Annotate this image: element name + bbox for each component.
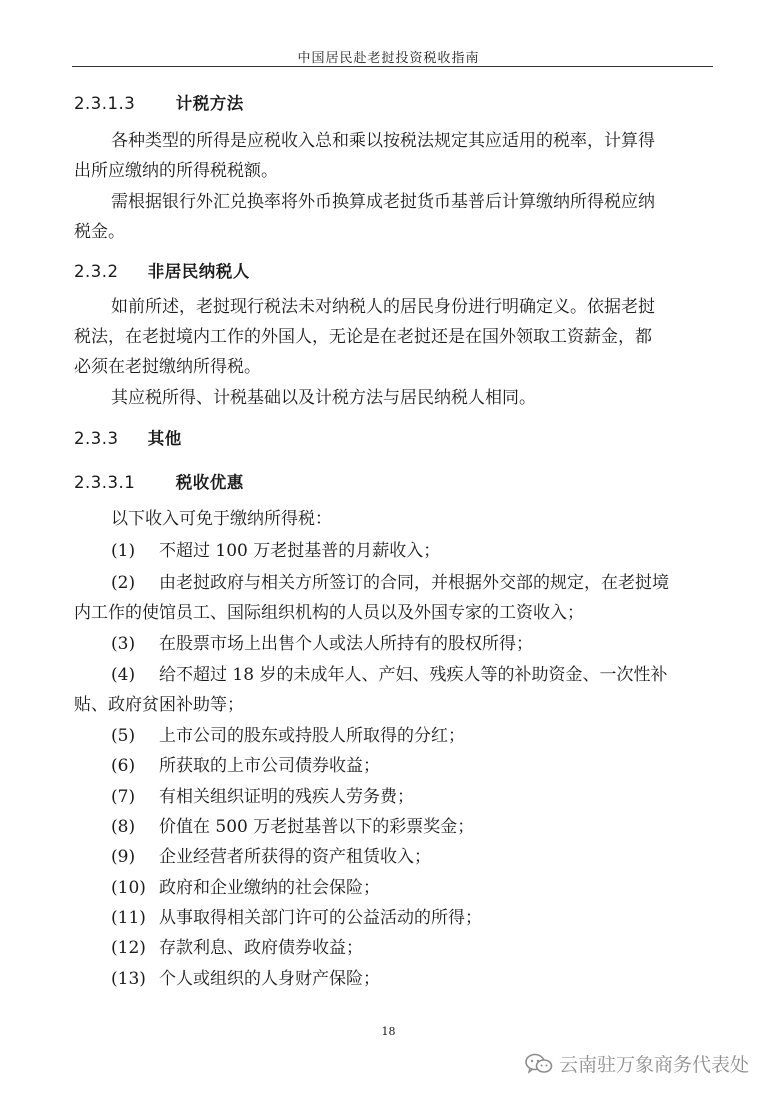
list-item-number: (11) [111,908,146,928]
header-rule [72,66,713,67]
section-title: 计税方法 [175,94,244,113]
section-number: 2.3.2 [74,262,119,281]
paragraph-line: 其应税所得、计税基础以及计税方法与居民纳税人相同。 [111,388,536,408]
list-item [111,877,380,899]
list-item [111,968,380,990]
list-item [111,664,667,686]
section-number: 2.3.1.3 [74,94,136,113]
list-item-text: 价值在 500 万老挝基普以下的彩票奖金； [159,817,475,837]
list-item [111,907,482,929]
paragraph-line: 必须在老挝缴纳所得税。 [74,357,261,377]
list-item [111,633,533,655]
section-number: 2.3.3 [74,429,119,448]
list-item [111,786,414,808]
list-item [111,846,431,868]
list-intro: 以下收入可免于缴纳所得税： [111,509,332,529]
section-number: 2.3.3.1 [74,473,136,492]
paragraph-line: 各种类型的所得是应税收入总和乘以按税法规定其应适用的税率，计算得 [111,131,655,151]
section-heading-2-3-1-3 [74,93,244,115]
list-item-text: 有相关组织证明的残疾人劳务费； [159,787,414,807]
list-item [111,540,440,562]
page-number: 18 [381,1025,396,1038]
list-item-text: 企业经营者所获得的资产租赁收入； [159,847,431,867]
list-item-number: (4) [111,665,136,685]
watermark [525,1050,749,1077]
list-item-text: 政府和企业缴纳的社会保险； [159,878,380,898]
list-item-text: 上市公司的股东或持股人所取得的分红； [159,726,465,746]
page-header-title: 中国居民赴老挝投资税收指南 [297,51,480,66]
list-item-number: (1) [111,541,136,561]
list-item-continuation: 内工作的使馆员工、国际组织机构的人员以及外国专家的工资收入； [74,603,584,623]
list-item-number: (3) [111,634,136,654]
paragraph-line: 税法，在老挝境内工作的外国人，无论是在老挝还是在国外领取工资薪金，都 [74,327,652,347]
wechat-icon [525,1053,553,1075]
section-title: 非居民纳税人 [147,262,250,281]
list-item-number: (2) [111,573,136,593]
list-item-text: 给不超过 18 岁的未成年人、产妇、残疾人等的补助资金、一次性补 [159,665,668,685]
paragraph-line: 如前所述，老挝现行税法未对纳税人的居民身份进行明确定义。依据老挝 [111,297,655,317]
list-item-number: (5) [111,726,136,746]
section-title: 税收优惠 [175,473,244,492]
list-item-text: 由老挝政府与相关方所签订的合同，并根据外交部的规定，在老挝境 [159,573,669,593]
paragraph-line: 出所应缴纳的所得税税额。 [74,161,278,181]
paragraph-line: 税金。 [74,222,125,242]
section-heading-2-3-3 [74,428,182,450]
list-item-number: (6) [111,756,136,776]
list-item-number: (9) [111,847,136,867]
list-item-text: 不超过 100 万老挝基普的月薪收入； [159,541,441,561]
list-item [111,816,474,838]
list-item-number: (12) [111,938,146,958]
list-item-number: (7) [111,787,136,807]
list-item-text: 所获取的上市公司债券收益； [159,756,380,776]
paragraph-line: 需根据银行外汇兑换率将外币换算成老挝货币基普后计算缴纳所得税应纳 [111,192,655,212]
list-item-number: (8) [111,817,136,837]
list-item-text: 在股票市场上出售个人或法人所持有的股权所得； [159,634,533,654]
section-heading-2-3-2 [74,261,250,283]
list-item-text: 个人或组织的人身财产保险； [159,969,380,989]
section-heading-2-3-3-1 [74,472,244,494]
list-item [111,572,669,594]
list-item [111,755,380,777]
list-item-continuation: 贴、政府贫困补助等； [74,695,244,715]
section-title: 其他 [147,429,182,448]
list-item [111,937,363,959]
list-item-number: (13) [111,969,146,989]
list-item-text: 从事取得相关部门许可的公益活动的所得； [159,908,482,928]
watermark-text: 云南驻万象商务代表处 [559,1054,750,1076]
list-item [111,725,465,747]
list-item-number: (10) [111,878,146,898]
list-item-text: 存款利息、政府债券收益； [159,938,363,958]
